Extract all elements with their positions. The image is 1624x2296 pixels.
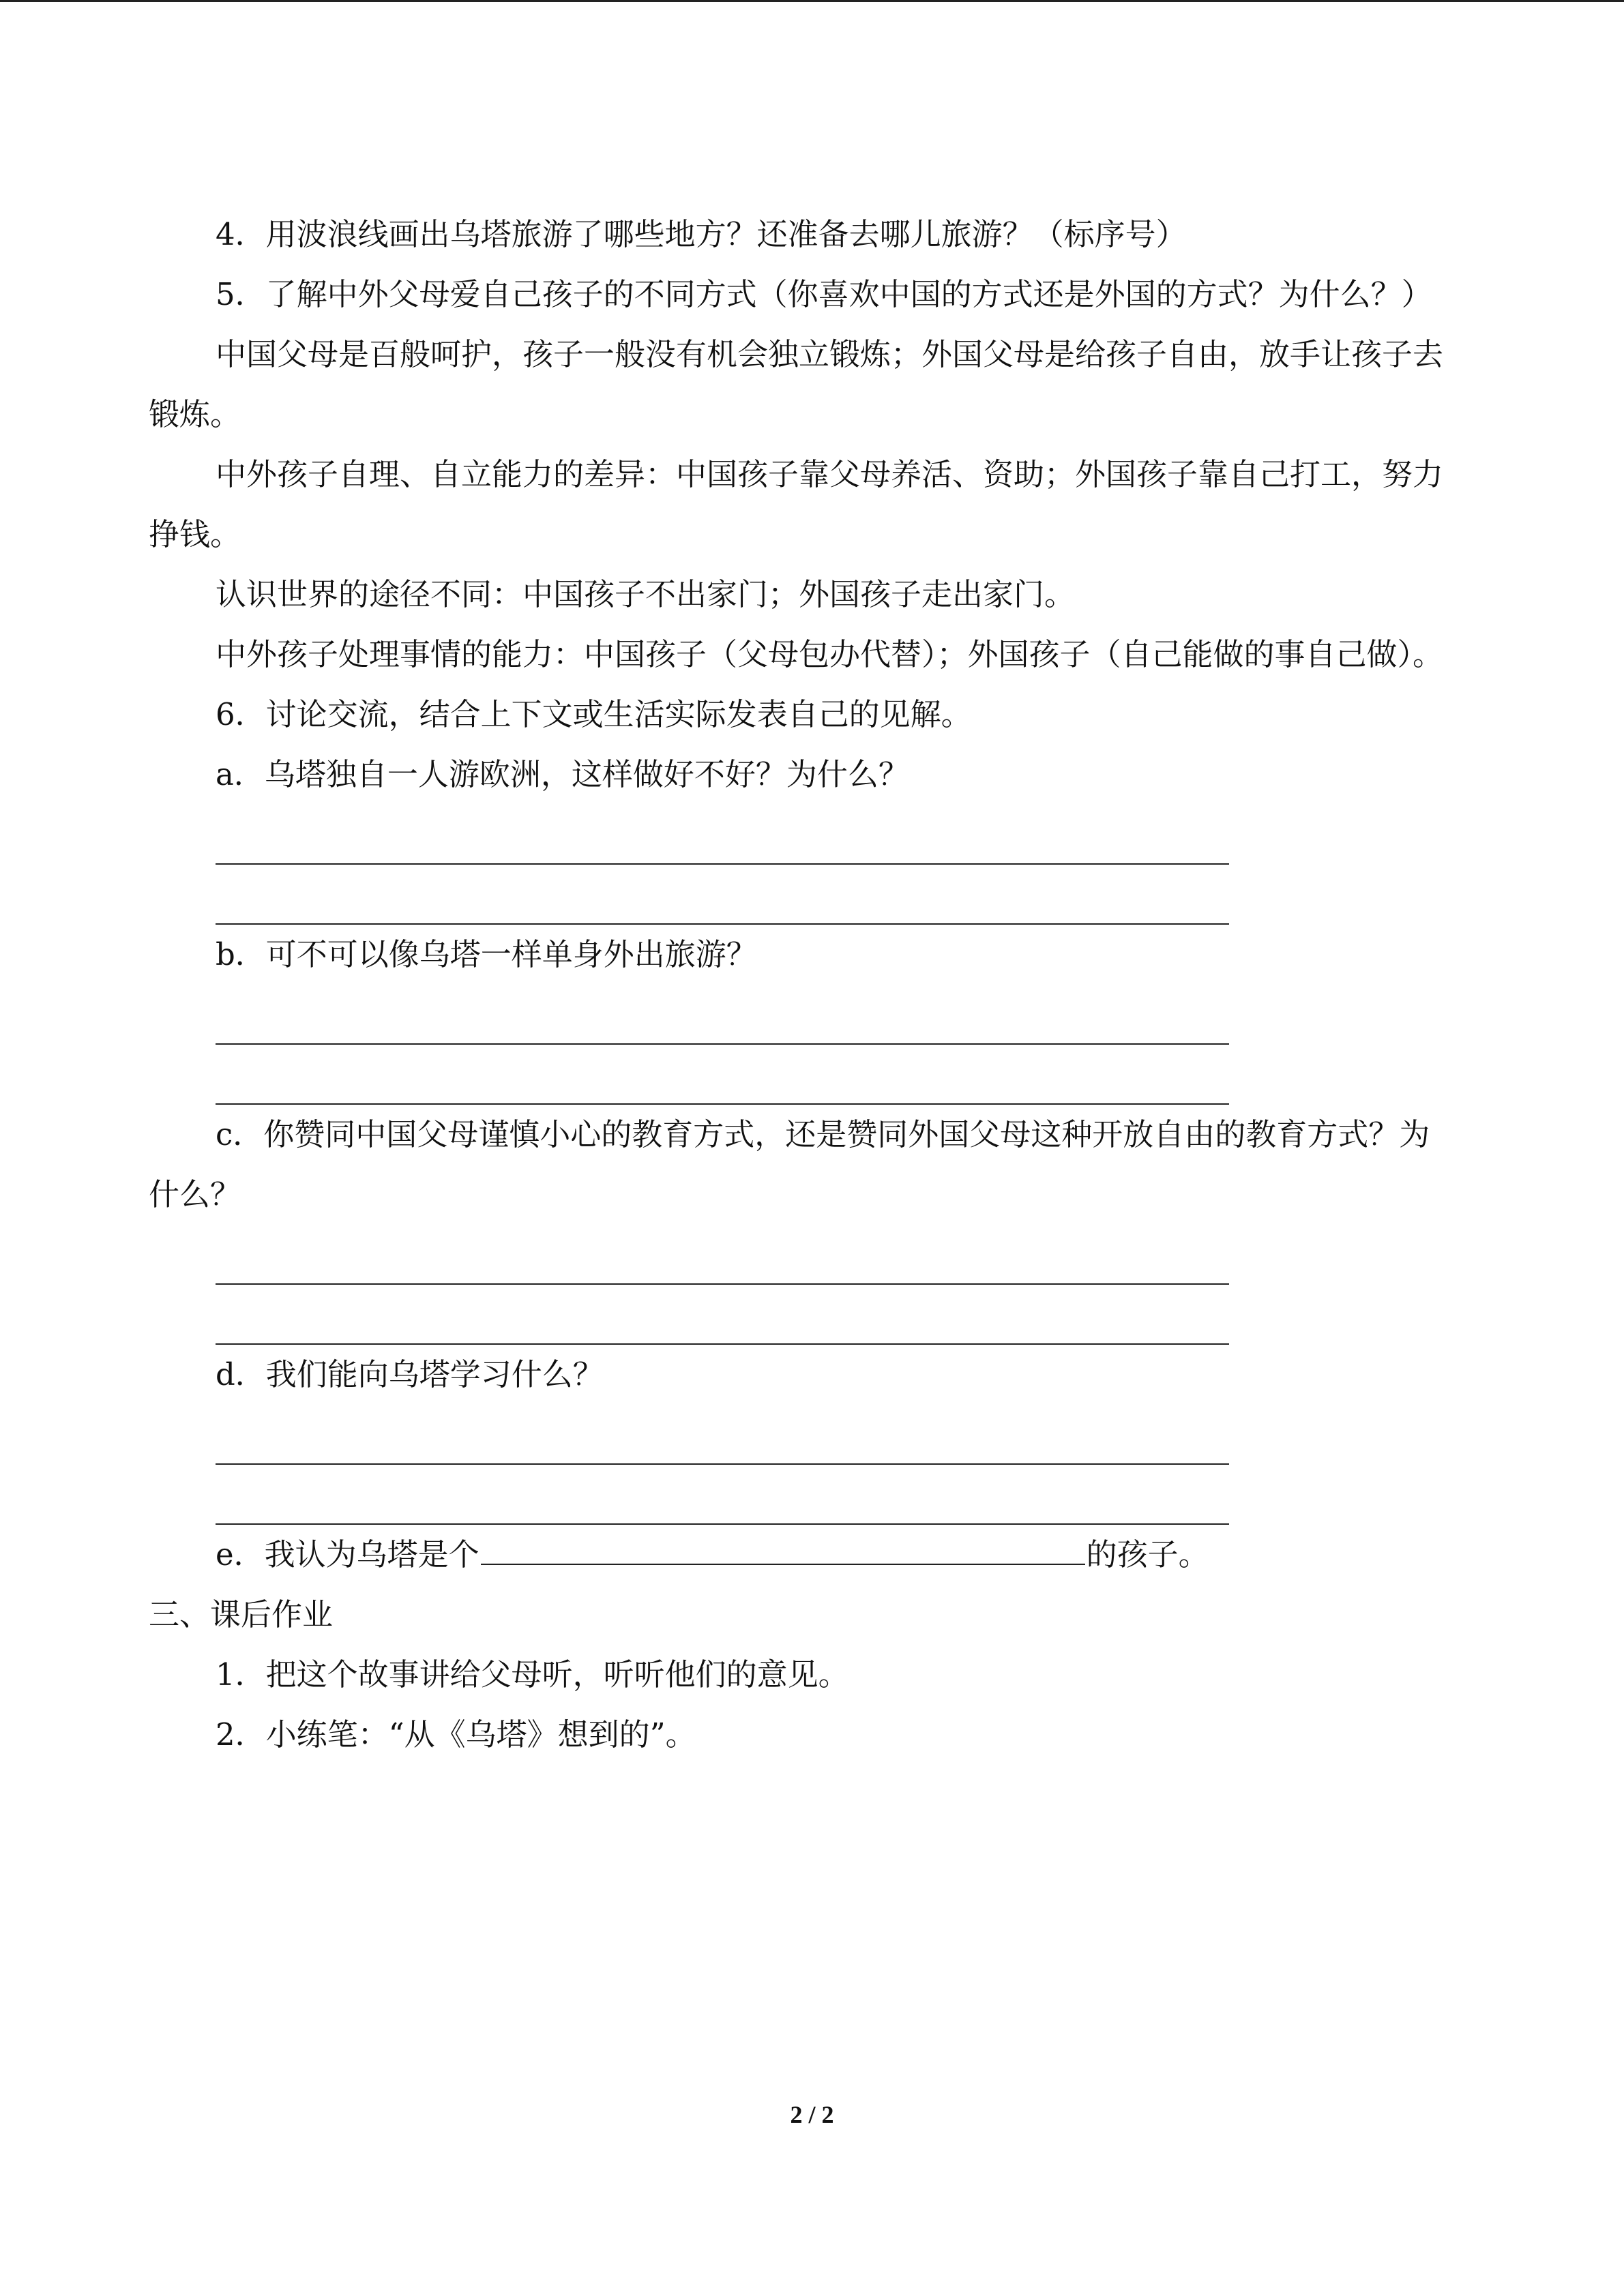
answer-lines-6c[interactable]: [216, 1225, 1229, 1345]
answer-paragraph-2: 中外孩子自理、自立能力的差异：中国孩子靠父母养活、资助；外国孩子靠自己打工，努力挣钱。: [149, 456, 1444, 552]
answer-lines-6d[interactable]: [216, 1405, 1229, 1525]
answer-line[interactable]: [216, 985, 1229, 1045]
question-5: 5．了解中外父母爱自己孩子的不同方式（你喜欢中国的方式还是外国的方式？为什么？）: [216, 276, 1432, 312]
answer-line[interactable]: [216, 1465, 1229, 1525]
answer-lines-6a[interactable]: [216, 805, 1229, 925]
answer-paragraph-3: 认识世界的途径不同：中国孩子不出家门；外国孩子走出家门。: [216, 576, 1076, 612]
question-6b: b．可不可以像乌塔一样单身外出旅游？: [216, 936, 757, 972]
question-4: 4．用波浪线画出乌塔旅游了哪些地方？还准备去哪儿旅游？（标序号）: [216, 216, 1187, 252]
top-border: [0, 0, 1624, 2]
question-6e-suffix: 的孩子。: [1086, 1536, 1209, 1572]
page-number: 2 / 2: [790, 2101, 834, 2128]
question-6a: a．乌塔独自一人游欧洲，这样做好不好？为什么？: [216, 756, 909, 792]
answer-paragraph-4: 中外孩子处理事情的能力：中国孩子（父母包办代替）；外国孩子（自己能做的事自己做）。: [216, 636, 1444, 672]
answer-line[interactable]: [216, 805, 1229, 865]
answer-line[interactable]: [216, 865, 1229, 925]
question-6c: c．你赞同中国父母谨慎小心的教育方式，还是赞同外国父母这种开放自由的教育方式？为什么？: [149, 1116, 1430, 1212]
worksheet-content: [149, 205, 1458, 1765]
question-6: 6．讨论交流，结合上下文或生活实际发表自己的见解。: [216, 696, 972, 732]
answer-line[interactable]: [216, 1405, 1229, 1465]
answer-paragraph-1: 中国父母是百般呵护，孩子一般没有机会独立锻炼；外国父母是给孩子自由，放手让孩子去锻炼。: [149, 336, 1444, 432]
question-6d: d．我们能向乌塔学习什么？: [216, 1356, 604, 1392]
section-3-heading: 三、课后作业: [149, 1596, 334, 1632]
fill-in-blank[interactable]: [481, 1528, 1085, 1565]
answer-line[interactable]: [216, 1045, 1229, 1105]
answer-line[interactable]: [216, 1225, 1229, 1285]
answer-line[interactable]: [216, 1285, 1229, 1345]
homework-2: 2．小练笔：“从《乌塔》想到的”。: [216, 1716, 696, 1753]
question-6e-prefix: e．我认为乌塔是个: [216, 1536, 479, 1572]
answer-lines-6b[interactable]: [216, 985, 1229, 1105]
question-6e: [149, 1525, 1458, 1585]
homework-1: 1．把这个故事讲给父母听，听听他们的意见。: [216, 1656, 849, 1693]
